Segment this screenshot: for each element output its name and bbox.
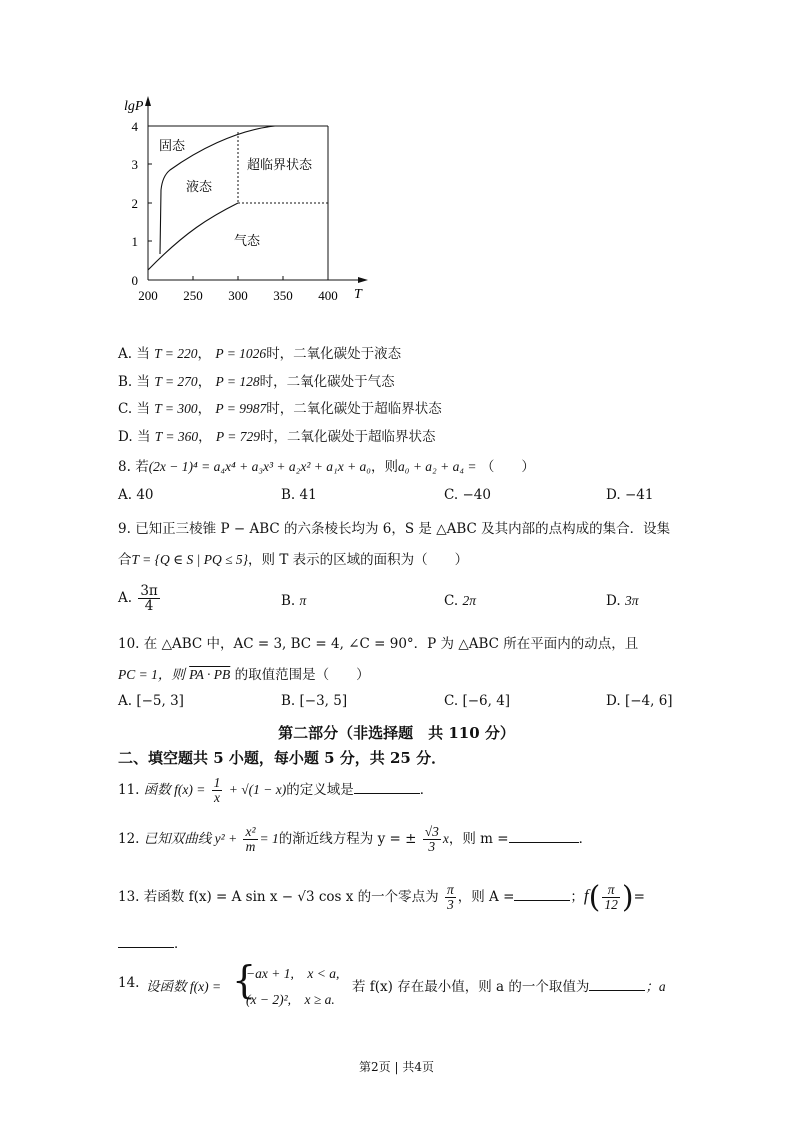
q9-option-d[interactable] bbox=[606, 593, 638, 609]
option-value: [−4, 6] bbox=[624, 693, 673, 709]
binomial-equation: (2x − 1)⁴ = a₄x⁴ + a₃x³ + a₂x² + a₁x + a₀ bbox=[148, 459, 371, 474]
fraction bbox=[243, 825, 257, 854]
option-value: 3π bbox=[624, 593, 639, 608]
option-prefix: 当 bbox=[136, 429, 151, 445]
question-number: 10. bbox=[118, 636, 140, 652]
period: ． bbox=[419, 782, 434, 799]
q8-option-a[interactable] bbox=[118, 487, 154, 503]
question-number: 8. bbox=[118, 459, 131, 475]
option-value: −41 bbox=[624, 487, 654, 503]
question-text: PC = 1，则 bbox=[118, 667, 185, 682]
option-value: −40 bbox=[462, 487, 491, 503]
option-text: 时，二氧化碳处于气态 bbox=[259, 374, 395, 390]
fraction bbox=[445, 883, 456, 912]
question-text: ，则 m = bbox=[448, 831, 509, 848]
option-letter: D. bbox=[606, 593, 621, 609]
equals-sign: = bbox=[633, 889, 645, 905]
period: ． bbox=[174, 936, 188, 952]
option-text: 时，二氧化碳处于超临界状态 bbox=[266, 401, 442, 417]
answer-blank[interactable] bbox=[354, 781, 420, 794]
option-value: 41 bbox=[299, 487, 317, 503]
question-text: 已知正三棱锥 P − ABC 的六条棱长均为 6，S 是 △ABC 及其内部的点构成的集合．设集 bbox=[135, 521, 671, 537]
q7-option-c[interactable]: C. 当 T = 300， P = 9987时，二氧化碳处于超临界状态 bbox=[118, 401, 442, 417]
target-expression: a₀ + a₂ + a₄ = bbox=[398, 459, 477, 474]
region-liquid: 液态 bbox=[186, 179, 213, 194]
option-letter: B. bbox=[281, 693, 296, 709]
part-title: 第二部分（非选择题 共 110 分） bbox=[278, 724, 515, 742]
answer-blank-1[interactable] bbox=[514, 888, 570, 901]
question-number: 9. bbox=[118, 521, 131, 537]
option-letter: C. bbox=[444, 693, 459, 709]
region-gas: 气态 bbox=[234, 233, 261, 248]
q10-stem-line1 bbox=[118, 632, 638, 652]
pressure-value: P = 128 bbox=[215, 374, 260, 389]
denominator: 12 bbox=[604, 897, 618, 912]
q11-stem bbox=[118, 776, 433, 805]
y-axis-label: lgP bbox=[124, 99, 144, 114]
question-text: 的定义域是 bbox=[286, 782, 354, 799]
q7-option-d[interactable]: D. 当 T = 360， P = 729时，二氧化碳处于超临界状态 bbox=[118, 429, 436, 445]
q8-option-c[interactable] bbox=[444, 487, 491, 503]
answer-blank[interactable] bbox=[509, 830, 579, 843]
q9-stem-line1 bbox=[118, 517, 670, 537]
q10-option-d[interactable] bbox=[606, 693, 673, 709]
option-prefix: 当 bbox=[136, 374, 151, 390]
q14-number: 14. bbox=[118, 975, 140, 991]
set-definition: T = {Q ∈ S | PQ ≤ 5} bbox=[131, 552, 249, 567]
numerator: π bbox=[602, 883, 620, 898]
option-letter: B. bbox=[281, 487, 296, 503]
q9-option-b[interactable] bbox=[281, 593, 306, 609]
question-text: ，则 T 表示的区域的面积为（ ） bbox=[248, 552, 469, 568]
section-title: 二、填空题共 5 小题，每小题 5 分，共 25 分． bbox=[118, 749, 447, 767]
option-letter: B. bbox=[118, 374, 133, 390]
q10-option-b[interactable] bbox=[281, 693, 347, 709]
piecewise-case-1: −ax + 1, x < a, bbox=[246, 966, 340, 981]
y-tick-3: 3 bbox=[131, 157, 138, 172]
y-axis-arrow bbox=[145, 96, 151, 106]
option-prefix: 当 bbox=[136, 401, 150, 417]
q10-stem-line2 bbox=[118, 663, 370, 683]
denominator: m bbox=[245, 839, 256, 855]
q10-option-a[interactable] bbox=[118, 693, 184, 709]
root-term: + √(1 − x) bbox=[228, 782, 287, 798]
answer-blank[interactable] bbox=[589, 978, 645, 991]
question-text: ，则 A = bbox=[457, 889, 515, 905]
temperature-value: T = 360 bbox=[154, 429, 199, 444]
denominator: x bbox=[214, 790, 221, 806]
temperature-value: T = 220 bbox=[154, 346, 198, 361]
temperature-value: T = 300 bbox=[154, 401, 198, 416]
q7-option-b[interactable]: B. 当 T = 270， P = 128时，二氧化碳处于气态 bbox=[118, 374, 395, 390]
option-letter: D. bbox=[118, 429, 133, 445]
y-tick-0: 0 bbox=[131, 273, 138, 288]
question-text: ，则 bbox=[371, 459, 398, 475]
pressure-value: P = 1026 bbox=[215, 346, 267, 361]
q9-option-a[interactable] bbox=[118, 584, 162, 613]
numerator: π bbox=[446, 881, 454, 897]
gas-liquid-curve bbox=[148, 203, 238, 270]
answer-paren: （ ） bbox=[480, 459, 535, 475]
q8-option-b[interactable] bbox=[281, 487, 317, 503]
x-tick-200: 200 bbox=[138, 288, 158, 303]
y-tick-1: 1 bbox=[131, 234, 138, 249]
separator: ； bbox=[570, 889, 584, 905]
period: ． bbox=[578, 831, 593, 848]
question-text: 在 △ABC 中，AC = 3, BC = 4, ∠C = 90°．P 为 △ABC 所在平面内的动点，且 bbox=[143, 636, 639, 652]
option-letter: A. bbox=[118, 693, 133, 709]
piecewise-brace: { bbox=[232, 958, 257, 1002]
question-text: 的渐近线方程为 y = ± bbox=[278, 831, 417, 848]
fraction bbox=[138, 584, 159, 613]
option-letter: A. bbox=[118, 346, 133, 362]
option-value: 40 bbox=[136, 487, 154, 503]
fraction bbox=[602, 883, 620, 912]
x-tick-350: 350 bbox=[273, 288, 293, 303]
option-letter: D. bbox=[606, 693, 621, 709]
q10-option-c[interactable] bbox=[444, 693, 510, 709]
region-supercritical: 超临界状态 bbox=[247, 157, 313, 172]
q7-option-a[interactable]: A. 当 T = 220， P = 1026时，二氧化碳处于液态 bbox=[118, 346, 402, 362]
q14-stem-end bbox=[352, 975, 666, 995]
piecewise-case-2: (x − 2)², x ≥ a. bbox=[246, 992, 335, 1007]
option-value: [−6, 4] bbox=[462, 693, 511, 709]
phase-diagram bbox=[110, 92, 380, 310]
option-text: 时，二氧化碳处于超临界状态 bbox=[260, 429, 436, 445]
question-number: 11. bbox=[118, 782, 140, 799]
q8-option-d[interactable] bbox=[606, 487, 653, 503]
x-axis-arrow bbox=[358, 277, 368, 283]
q8-stem bbox=[118, 455, 535, 475]
option-letter: B. bbox=[281, 593, 296, 609]
option-text: 时，二氧化碳处于液态 bbox=[266, 346, 402, 362]
continuation: ；a bbox=[645, 979, 666, 994]
option-letter: C. bbox=[444, 487, 459, 503]
equation-end: = 1 bbox=[259, 831, 279, 847]
option-value: π bbox=[299, 593, 307, 608]
option-value: [−5, 3] bbox=[136, 693, 184, 709]
dot-product: PA · PB bbox=[189, 667, 231, 682]
denominator: 3 bbox=[428, 839, 436, 855]
numerator: 3π bbox=[140, 583, 158, 599]
option-value: 2π bbox=[462, 593, 476, 608]
q12-stem bbox=[118, 825, 592, 854]
question-text: 合 bbox=[118, 552, 132, 568]
q9-stem-line2 bbox=[118, 548, 468, 568]
option-prefix: 当 bbox=[136, 346, 150, 362]
region-solid: 固态 bbox=[159, 138, 186, 153]
hyperbola-start: 已知双曲线 y² + bbox=[143, 831, 238, 847]
option-value: [−3, 5] bbox=[299, 693, 348, 709]
answer-blank-2[interactable] bbox=[118, 935, 174, 948]
question-number: 12. bbox=[118, 831, 140, 848]
function-name: f bbox=[583, 886, 589, 905]
x-axis-label: T bbox=[354, 287, 362, 302]
page-footer: 第2页 | 共4页 bbox=[359, 1060, 434, 1074]
option-letter: C. bbox=[444, 593, 459, 609]
denominator: 3 bbox=[446, 897, 454, 912]
option-letter: C. bbox=[118, 401, 133, 417]
q13-stem: 13. 若函数 f(x) = A sin x − √3 cos x 的一个零点为 $\frac{\pi}{3}$ ，则 A = ；f( $\frac{\pi}{12}$ )= bbox=[118, 880, 645, 915]
pressure-value: P = 729 bbox=[215, 429, 261, 444]
fraction bbox=[423, 825, 441, 854]
denominator: 4 bbox=[144, 598, 154, 615]
numerator: √3 bbox=[424, 824, 439, 839]
option-letter: A. bbox=[118, 590, 133, 607]
option-letter: D. bbox=[606, 487, 621, 503]
pressure-value: P = 9987 bbox=[215, 401, 267, 416]
q14-function: 设函数 f(x) = bbox=[146, 979, 222, 994]
question-text: 若 bbox=[135, 459, 149, 475]
x-tick-400: 400 bbox=[318, 288, 338, 303]
question-number: 13. bbox=[118, 889, 140, 905]
temperature-value: T = 270 bbox=[154, 374, 198, 389]
question-text: 若函数 f(x) = A sin x − √3 cos x 的一个零点为 bbox=[143, 889, 439, 905]
numerator: x² bbox=[245, 824, 256, 839]
y-tick-2: 2 bbox=[131, 196, 138, 211]
variable: x bbox=[442, 831, 449, 847]
question-text: 的取值范围是（ ） bbox=[234, 667, 370, 683]
fraction bbox=[212, 776, 223, 805]
option-letter: A. bbox=[118, 487, 133, 503]
q13-stem-line2 bbox=[118, 932, 188, 952]
question-text: 若 f(x) 存在最小值，则 a 的一个取值为 bbox=[352, 979, 590, 995]
x-tick-250: 250 bbox=[183, 288, 203, 303]
q9-option-c[interactable] bbox=[444, 593, 476, 609]
x-tick-300: 300 bbox=[228, 288, 248, 303]
function-def: 函数 f(x) = bbox=[143, 782, 206, 798]
y-tick-4: 4 bbox=[131, 119, 138, 134]
numerator: 1 bbox=[213, 775, 221, 790]
